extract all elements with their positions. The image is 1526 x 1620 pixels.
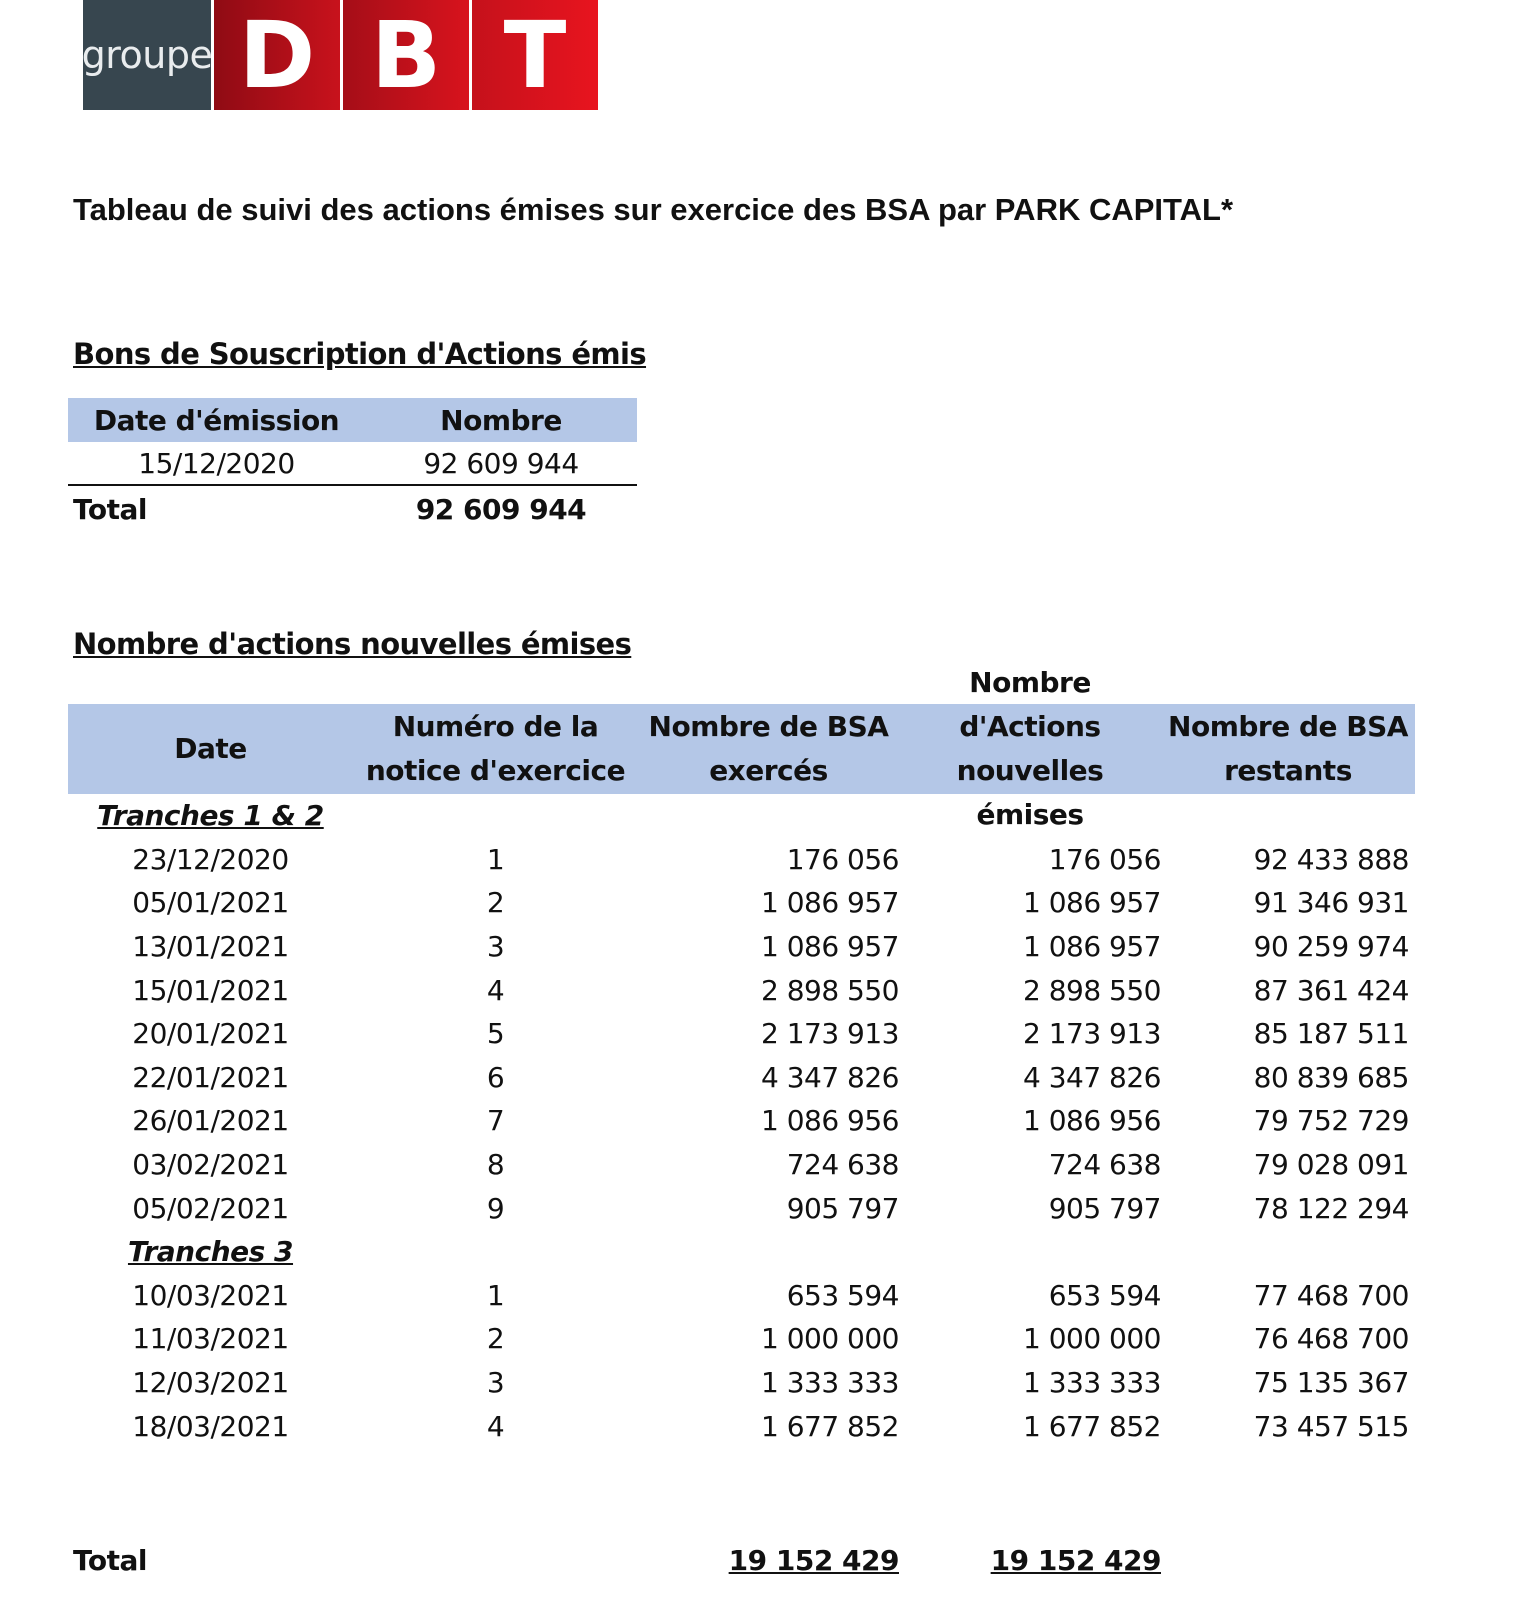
header-actions-line2: nouvelles émises xyxy=(956,754,1104,831)
cell-date: 15/01/2021 xyxy=(132,973,289,1007)
cell-bsa-exerces: 1 086 956 xyxy=(760,1104,899,1138)
cell-date: 13/01/2021 xyxy=(132,930,289,964)
table-row xyxy=(68,1186,1415,1230)
logo-groupe-word: groupe xyxy=(83,0,211,110)
header-restants-line2: restants xyxy=(1224,754,1352,787)
cell-bsa-restants: 77 468 700 xyxy=(1253,1278,1409,1312)
cell-bsa-exerces: 1 086 957 xyxy=(760,886,899,920)
table-row xyxy=(68,925,1415,969)
cell-bsa-restants: 85 187 511 xyxy=(1253,1017,1409,1051)
cell-notice-number: 9 xyxy=(486,1191,505,1225)
table-row xyxy=(68,1099,1415,1143)
table-row xyxy=(68,1361,1415,1405)
table-row xyxy=(68,1056,1415,1100)
cell-date: 11/03/2021 xyxy=(132,1322,289,1356)
cell-bsa-restants: 79 028 091 xyxy=(1253,1148,1409,1182)
cell-bsa-exerces: 905 797 xyxy=(786,1191,899,1225)
cell-notice-number: 1 xyxy=(486,842,505,876)
cell-notice-number: 2 xyxy=(486,1322,505,1356)
cell-bsa-restants: 80 839 685 xyxy=(1253,1060,1409,1094)
cell-notice-number: 4 xyxy=(486,1409,505,1443)
cell-nombre: 92 609 944 xyxy=(423,446,579,480)
cell-date: 05/02/2021 xyxy=(132,1191,289,1225)
table-row xyxy=(68,1404,1415,1448)
cell-bsa-exerces: 4 347 826 xyxy=(760,1060,899,1094)
header-bsa-restants xyxy=(1161,705,1415,793)
cell-actions-emises: 1 333 333 xyxy=(1022,1366,1161,1400)
logo-letter-d: D xyxy=(214,0,340,110)
total-bsa-exerces: 19 152 429 xyxy=(728,1543,899,1577)
new-shares-table xyxy=(68,666,1415,1448)
cell-bsa-exerces: 176 056 xyxy=(786,842,899,876)
header-notice-line2: notice d'exercice xyxy=(365,754,626,787)
cell-bsa-restants: 92 433 888 xyxy=(1253,842,1409,876)
cell-bsa-exerces: 724 638 xyxy=(786,1148,899,1182)
cell-actions-emises: 905 797 xyxy=(1048,1191,1161,1225)
total-value: 92 609 944 xyxy=(415,492,587,526)
cell-bsa-exerces: 2 173 913 xyxy=(760,1017,899,1051)
cell-date: 18/03/2021 xyxy=(132,1409,289,1443)
table-row xyxy=(68,838,1415,882)
cell-date: 23/12/2020 xyxy=(132,842,289,876)
cell-actions-emises: 1 086 957 xyxy=(1022,886,1161,920)
cell-actions-emises: 2 898 550 xyxy=(1022,973,1161,1007)
tranche-label-row xyxy=(68,794,1415,838)
cell-notice-number: 2 xyxy=(486,886,505,920)
cell-actions-emises: 1 000 000 xyxy=(1022,1322,1161,1356)
header-bsa-line2: exercés xyxy=(709,754,828,787)
cell-bsa-restants: 76 468 700 xyxy=(1253,1322,1409,1356)
cell-bsa-restants: 78 122 294 xyxy=(1253,1191,1409,1225)
header-nombre: Nombre xyxy=(440,403,562,437)
table-row xyxy=(68,1143,1415,1187)
cell-bsa-restants: 75 135 367 xyxy=(1253,1366,1409,1400)
cell-actions-emises: 1 086 957 xyxy=(1022,930,1161,964)
cell-notice-number: 6 xyxy=(486,1060,505,1094)
tranche-3-label: Tranches 3 xyxy=(127,1235,294,1269)
cell-date: 20/01/2021 xyxy=(132,1017,289,1051)
cell-bsa-exerces: 2 898 550 xyxy=(760,973,899,1007)
tranche-3-group xyxy=(68,1230,1415,1448)
bsa-table-header xyxy=(68,398,637,442)
cell-notice-number: 3 xyxy=(486,1366,505,1400)
header-restants-line1: Nombre de BSA xyxy=(1168,710,1408,743)
tranche-label-row xyxy=(68,1230,1415,1274)
table-row xyxy=(68,968,1415,1012)
cell-date: 05/01/2021 xyxy=(132,886,289,920)
cell-bsa-exerces: 1 677 852 xyxy=(760,1409,899,1443)
cell-bsa-exerces: 1 086 957 xyxy=(760,930,899,964)
header-bsa-line1: Nombre de BSA xyxy=(648,710,889,743)
cell-bsa-restants: 79 752 729 xyxy=(1253,1104,1409,1138)
cell-bsa-restants: 73 457 515 xyxy=(1253,1409,1409,1443)
bsa-emitted-table xyxy=(68,398,637,532)
header-notice-line1: Numéro de la xyxy=(392,710,599,743)
cell-notice-number: 5 xyxy=(486,1017,505,1051)
bsa-total-row xyxy=(68,486,637,532)
tranche-1-2-label: Tranches 1 & 2 xyxy=(97,799,324,833)
cell-bsa-restants: 91 346 931 xyxy=(1253,886,1409,920)
document-title: Tableau de suivi des actions émises sur exercice des BSA par PARK CAPITAL* xyxy=(73,192,1234,227)
table-row xyxy=(68,881,1415,925)
table-row xyxy=(68,1012,1415,1056)
cell-notice-number: 3 xyxy=(486,930,505,964)
cell-actions-emises: 1 677 852 xyxy=(1022,1409,1161,1443)
total-actions-emises: 19 152 429 xyxy=(990,1543,1161,1577)
cell-bsa-exerces: 1 000 000 xyxy=(760,1322,899,1356)
total-label: Total xyxy=(73,492,147,526)
new-shares-total-row xyxy=(68,1538,1415,1582)
cell-bsa-restants: 90 259 974 xyxy=(1253,930,1409,964)
cell-date: 26/01/2021 xyxy=(132,1104,289,1138)
logo-letter-t: T xyxy=(472,0,598,110)
cell-notice-number: 1 xyxy=(486,1278,505,1312)
total-label: Total xyxy=(73,1543,147,1577)
actions-section-title: Nombre d'actions nouvelles émises xyxy=(73,627,632,661)
cell-bsa-restants: 87 361 424 xyxy=(1253,973,1409,1007)
table-row xyxy=(68,1274,1415,1318)
bsa-section-title: Bons de Souscription d'Actions émis xyxy=(73,337,647,371)
header-actions-emises xyxy=(899,661,1161,837)
company-logo xyxy=(83,0,598,110)
cell-actions-emises: 4 347 826 xyxy=(1022,1060,1161,1094)
cell-actions-emises: 2 173 913 xyxy=(1022,1017,1161,1051)
cell-actions-emises: 724 638 xyxy=(1048,1148,1161,1182)
logo-letter-b: B xyxy=(343,0,469,110)
header-bsa-exerces xyxy=(638,705,899,793)
header-notice xyxy=(353,705,638,793)
cell-date: 15/12/2020 xyxy=(138,446,295,480)
cell-bsa-exerces: 1 333 333 xyxy=(760,1366,899,1400)
cell-date: 10/03/2021 xyxy=(132,1278,289,1312)
table-row xyxy=(68,442,637,486)
cell-actions-emises: 176 056 xyxy=(1048,842,1161,876)
cell-notice-number: 4 xyxy=(486,973,505,1007)
cell-actions-emises: 653 594 xyxy=(1048,1278,1161,1312)
cell-date: 03/02/2021 xyxy=(132,1148,289,1182)
cell-notice-number: 8 xyxy=(486,1148,505,1182)
header-date: Date xyxy=(174,732,247,765)
table-row xyxy=(68,1317,1415,1361)
tranche-1-2-group xyxy=(68,794,1415,1230)
cell-actions-emises: 1 086 956 xyxy=(1022,1104,1161,1138)
header-actions-line1: Nombre d'Actions xyxy=(959,666,1101,743)
cell-notice-number: 7 xyxy=(486,1104,505,1138)
cell-date: 22/01/2021 xyxy=(132,1060,289,1094)
cell-bsa-exerces: 653 594 xyxy=(786,1278,899,1312)
header-date-emission: Date d'émission xyxy=(93,403,340,437)
cell-date: 12/03/2021 xyxy=(132,1366,289,1400)
